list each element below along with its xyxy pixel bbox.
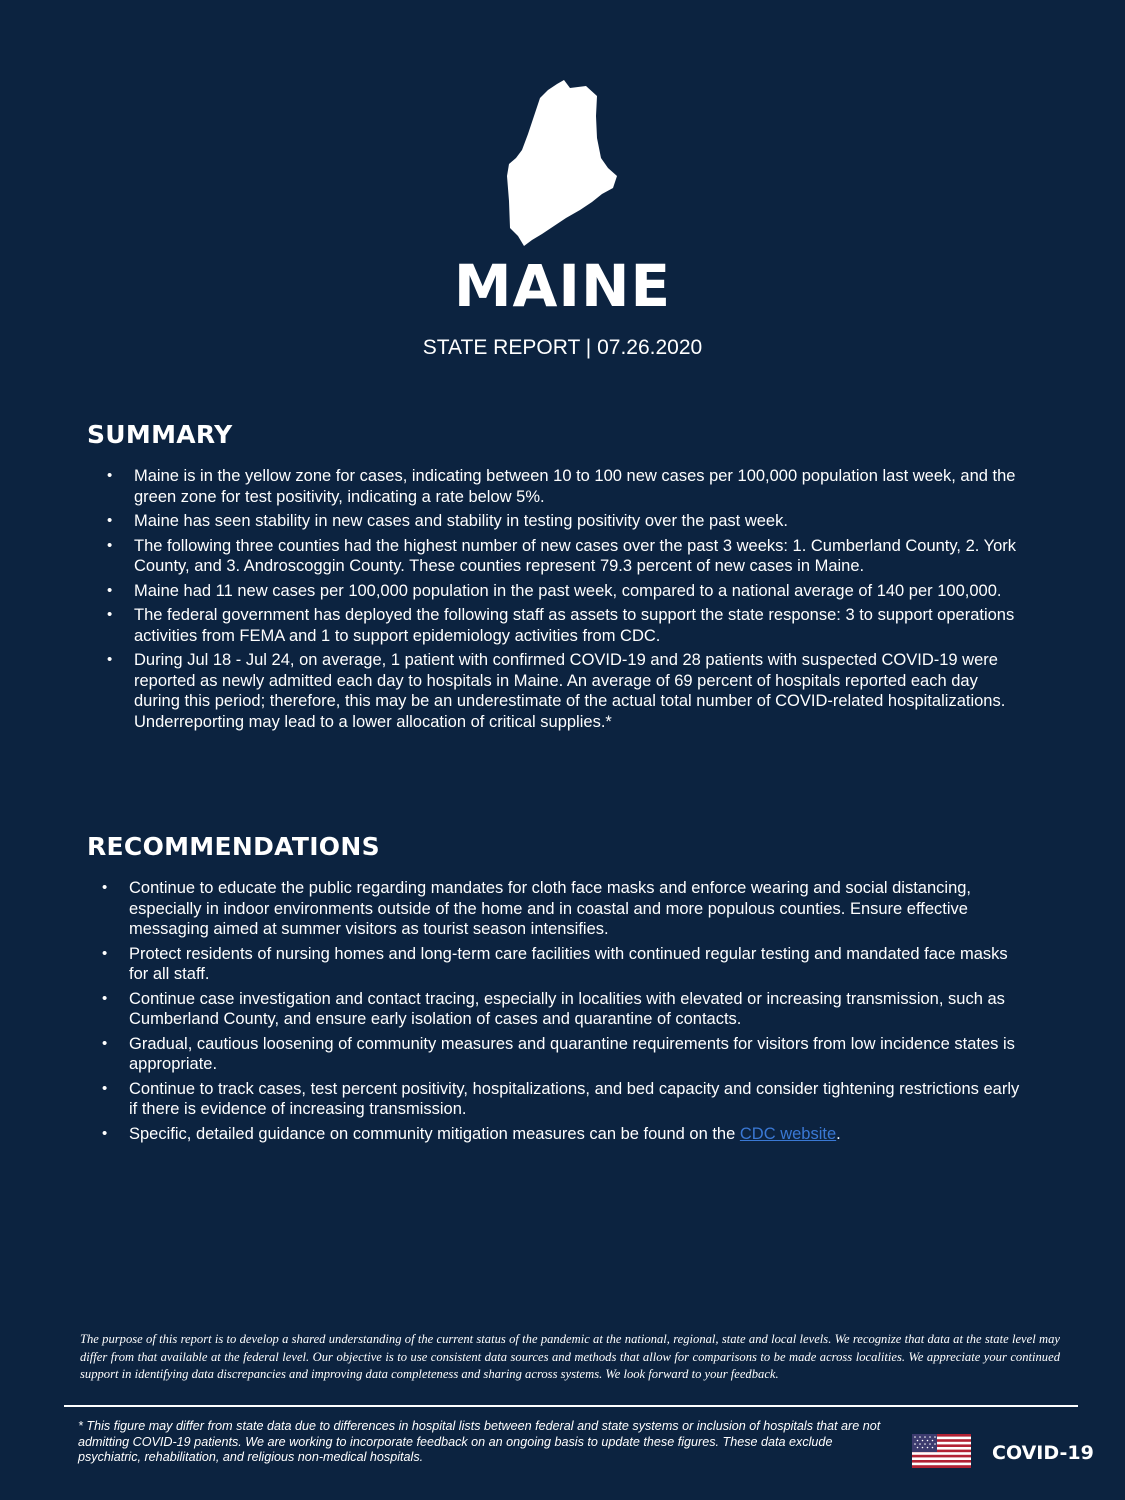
recommendation-item: • Continue to track cases, test percent positivity, hospitalizations, and bed capacity and consider tightening restrictions early if there is evidence of increasing transmission. bbox=[129, 1079, 1022, 1120]
covid-brand-label: COVID-19 bbox=[992, 1442, 1094, 1464]
summary-heading: SUMMARY bbox=[87, 420, 233, 449]
recommendation-item-end: . bbox=[836, 1124, 841, 1143]
recommendation-item-text: Specific, detailed guidance on community mitigation measures can be found on the bbox=[129, 1124, 740, 1143]
recommendation-item: • Continue to educate the public regarding mandates for cloth face masks and enforce wearing and social distancing, especially in indoor environments outside of the home and in coastal and more populous counties. Ensure effective messaging aimed at summer visitors as tourist season intensifies. bbox=[129, 878, 1022, 940]
report-date: 07.26.2020 bbox=[597, 336, 703, 359]
summary-item: • Maine had 11 new cases per 100,000 population in the past week, compared to a national average of 140 per 100,000. bbox=[134, 581, 1019, 602]
recommendation-item bbox=[129, 1124, 1022, 1145]
us-flag-icon bbox=[912, 1434, 971, 1468]
recommendation-item: • Continue case investigation and contact tracing, especially in localities with elevated or increasing transmission, such as Cumberland County, and ensure early isolation of cases and quarantine of contacts. bbox=[129, 989, 1022, 1030]
recommendation-item: • Gradual, cautious loosening of community measures and quarantine requirements for visitors from low incidence states is appropriate. bbox=[129, 1034, 1022, 1075]
recommendations-list bbox=[129, 878, 1022, 1148]
footnote-text: * This figure may differ from state data due to differences in hospital lists between federal and state systems or inclusion of hospitals that are not admitting COVID-19 patients. We are working to incorporate feedback on an ongoing basis to update these figures. These data exclude psychiatric, rehabilitation, and religious non-medical hospitals. bbox=[78, 1419, 881, 1464]
cdc-website-link[interactable]: CDC website bbox=[739, 1124, 837, 1143]
summary-item: • The federal government has deployed the following staff as assets to support the state response: 3 to support operations activities from FEMA and 1 to support epidemiology activities from CDC. bbox=[134, 605, 1019, 646]
disclaimer-text: The purpose of this report is to develop a shared understanding of the current status of the pandemic at the national, regional, state and local levels. We recognize that data at the state level may differ from that available at the federal level. Our objective is to use consistent data sources and methods that allow for comparisons to be made across localities. We appreciate your continued support in identifying data discrepancies and improving data completeness and sharing across systems. We look forward to your feedback. bbox=[80, 1332, 1060, 1381]
summary-item: • Maine is in the yellow zone for cases, indicating between 10 to 100 new cases per 100,000 population last week, and the green zone for test positivity, indicating a rate below 5%. bbox=[134, 466, 1019, 507]
report-subtitle bbox=[0, 336, 1125, 360]
subtitle-separator: | bbox=[585, 336, 592, 359]
footer-divider bbox=[64, 1405, 1078, 1407]
summary-item: • Maine has seen stability in new cases and stability in testing positivity over the past week. bbox=[134, 511, 1019, 532]
state-title: MAINE bbox=[453, 252, 672, 320]
maine-map-icon bbox=[500, 76, 625, 248]
summary-item: • During Jul 18 - Jul 24, on average, 1 patient with confirmed COVID-19 and 28 patients with suspected COVID-19 were reported as newly admitted each day to hospitals in Maine. An average of 69 percent of hospitals reported each day during this period; therefore, this may be an underestimate of the actual total number of COVID-related hospitalizations. Underreporting may lead to a lower allocation of critical supplies.* bbox=[134, 650, 1019, 732]
recommendation-item: • Protect residents of nursing homes and long-term care facilities with continued regular testing and mandated face masks for all staff. bbox=[129, 944, 1022, 985]
summary-item: • The following three counties had the highest number of new cases over the past 3 weeks: 1. Cumberland County, 2. York County, and 3. Androscoggin County. These counties represent 79.3 percent of new cases in Maine. bbox=[134, 536, 1019, 577]
summary-list bbox=[134, 466, 1019, 736]
report-label: STATE REPORT bbox=[422, 336, 580, 359]
recommendations-heading: RECOMMENDATIONS bbox=[87, 832, 380, 861]
